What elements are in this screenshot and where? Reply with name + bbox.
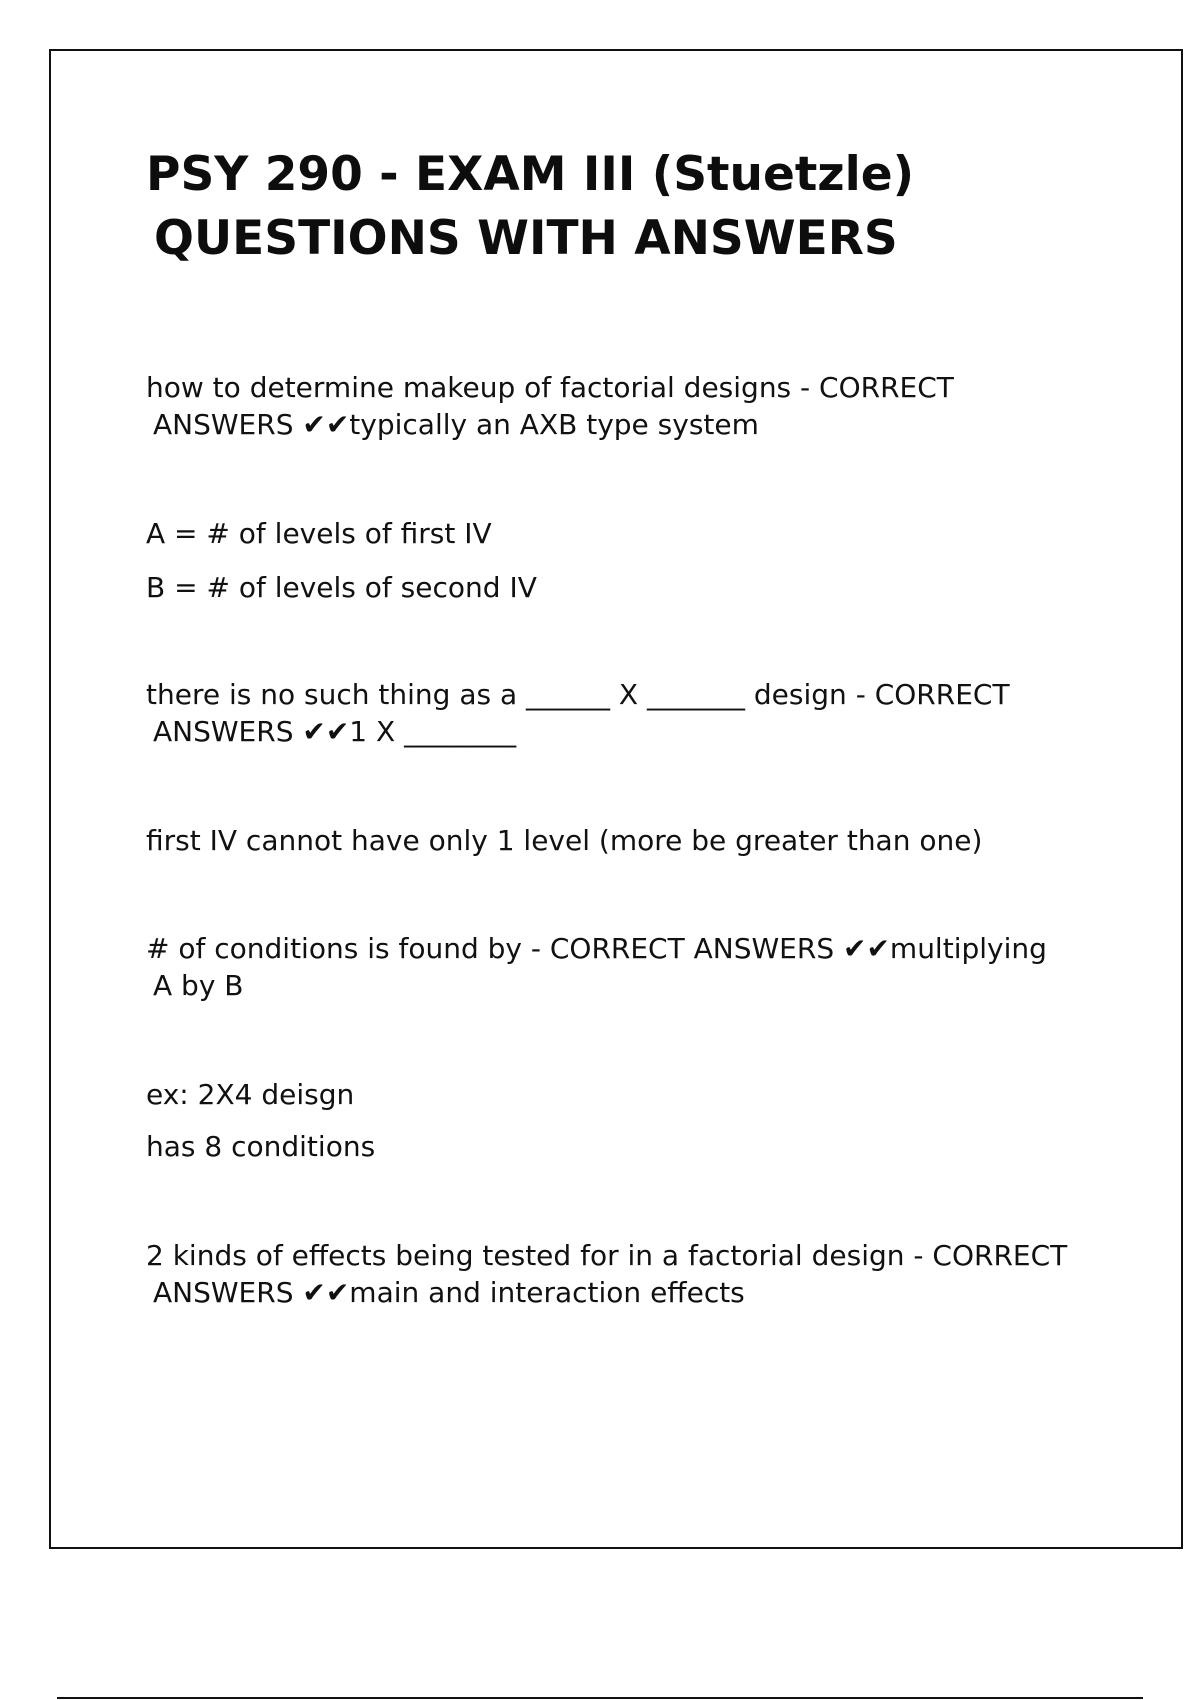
note-first-iv [146, 822, 1106, 859]
title-line-1: PSY 290 - EXAM III (Stuetzle) [146, 147, 915, 202]
note-line: A = # of levels of first IV [146, 517, 492, 550]
qa-item-kinds-of-effects [146, 1237, 1106, 1311]
answer-line: ANSWERS ✔✔main and interaction effects [153, 1276, 745, 1309]
page-bottom-divider [57, 1697, 1143, 1699]
qa-item-number-of-conditions [146, 930, 1106, 1004]
page-frame [49, 49, 1183, 1549]
document-title [146, 143, 1046, 271]
note-conditions-count [146, 1128, 1106, 1165]
note-a-levels [146, 515, 1106, 552]
qa-item-no-such-design [146, 676, 1106, 750]
note-b-levels [146, 569, 1106, 606]
note-line: B = # of levels of second IV [146, 571, 537, 604]
question-line: # of conditions is found by - CORRECT ANSWERS ✔✔multiplying [146, 932, 1047, 965]
note-line: first IV cannot have only 1 level (more be greater than one) [146, 824, 983, 857]
note-line: ex: 2X4 deisgn [146, 1078, 355, 1111]
question-line: how to determine makeup of factorial designs - CORRECT [146, 371, 954, 404]
question-line: there is no such thing as a ______ X _______ design - CORRECT [146, 678, 1010, 711]
answer-line: A by B [153, 969, 244, 1002]
question-line: 2 kinds of effects being tested for in a factorial design - CORRECT [146, 1239, 1068, 1272]
answer-line: ANSWERS ✔✔typically an AXB type system [153, 408, 759, 441]
note-line: has 8 conditions [146, 1130, 376, 1163]
answer-line: ANSWERS ✔✔1 X ________ [153, 715, 517, 748]
qa-item-factorial-makeup [146, 369, 1106, 443]
note-example-design [146, 1076, 1106, 1113]
title-line-2: QUESTIONS WITH ANSWERS [154, 211, 898, 266]
